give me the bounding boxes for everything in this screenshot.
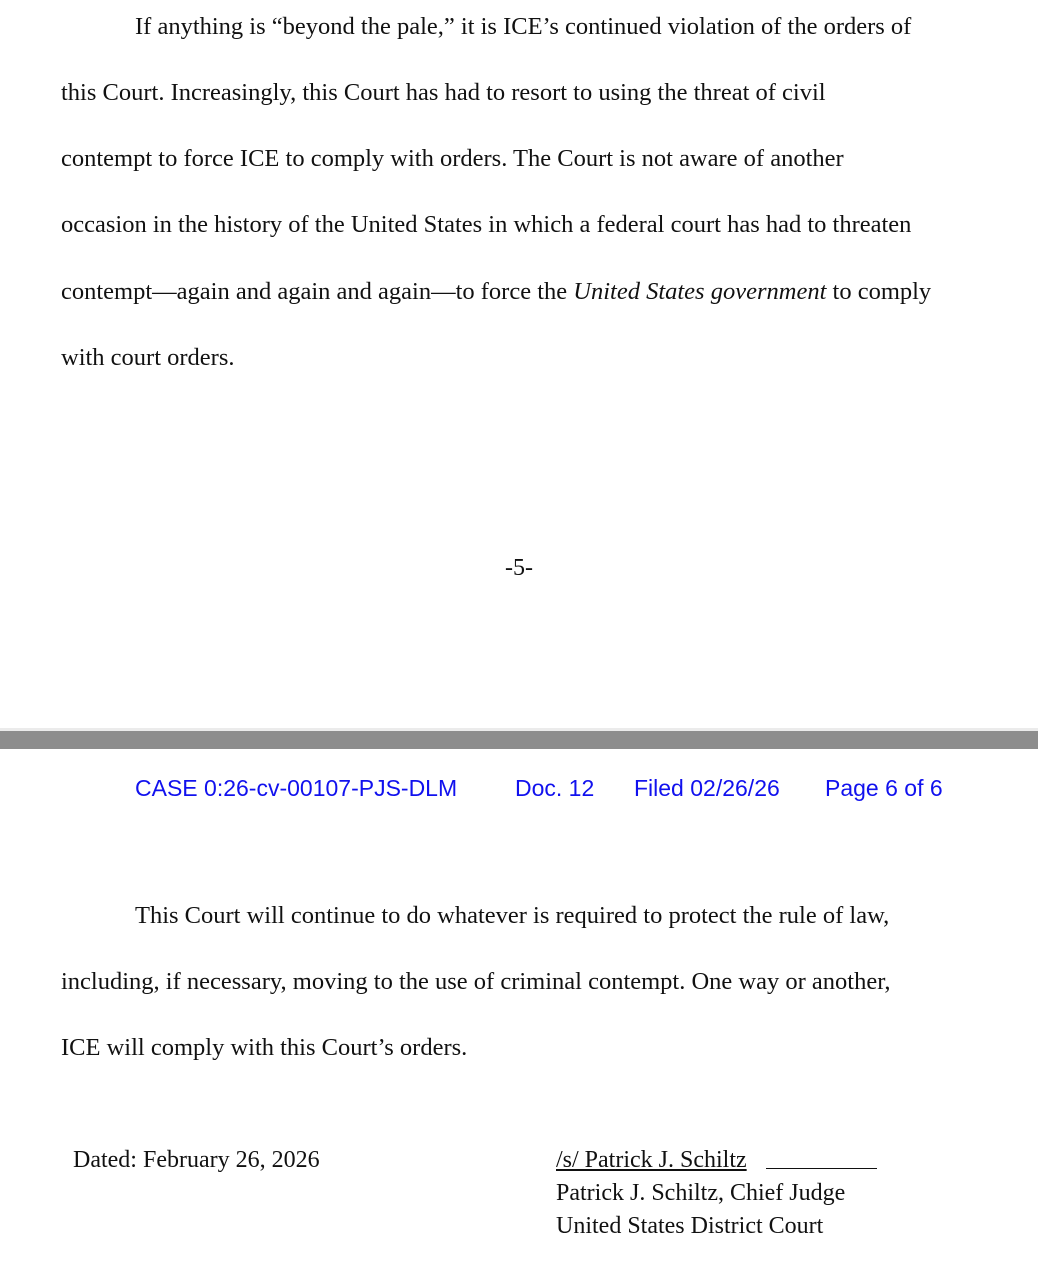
filed-date-stamp: Filed 02/26/26: [634, 775, 780, 801]
paragraph-line: occasion in the history of the United States in which a federal court has had to threaten: [61, 211, 912, 238]
judge-name-title: Patrick J. Schiltz, Chief Judge: [556, 1180, 846, 1206]
line-text: contempt—again and again and again—to force the: [61, 278, 574, 305]
signature-line: /s/ Patrick J. Schiltz: [556, 1147, 747, 1173]
doc-number-stamp: Doc. 12: [515, 775, 595, 801]
line-text: to comply: [826, 278, 932, 305]
case-number-stamp: CASE 0:26-cv-00107-PJS-DLM: [135, 775, 458, 801]
page-count-stamp: Page 6 of 6: [825, 775, 943, 801]
page-separator: [0, 728, 1038, 749]
paragraph-line: ICE will comply with this Court’s orders.: [61, 1034, 468, 1061]
page-number: -5-: [505, 555, 533, 581]
dated-line: Dated: February 26, 2026: [73, 1147, 320, 1173]
paragraph-line: with court orders.: [61, 344, 235, 371]
italic-text: United States government: [573, 278, 827, 305]
paragraph-line: [61, 277, 931, 307]
paragraph-line: including, if necessary, moving to the use of criminal contempt. One way or another,: [61, 968, 891, 995]
paragraph-line: contempt to force ICE to comply with orders. The Court is not aware of another: [61, 145, 844, 172]
court-name: United States District Court: [556, 1213, 824, 1239]
paragraph-line: This Court will continue to do whatever is required to protect the rule of law,: [135, 902, 890, 929]
paragraph-line: this Court. Increasingly, this Court has had to resort to using the threat of civil: [61, 79, 826, 106]
document-page-6: [0, 749, 1038, 1272]
signature-rule: [766, 1168, 877, 1169]
page-separator-bar: [0, 731, 1038, 749]
paragraph-line: If anything is “beyond the pale,” it is ICE’s continued violation of the orders of: [135, 13, 912, 40]
